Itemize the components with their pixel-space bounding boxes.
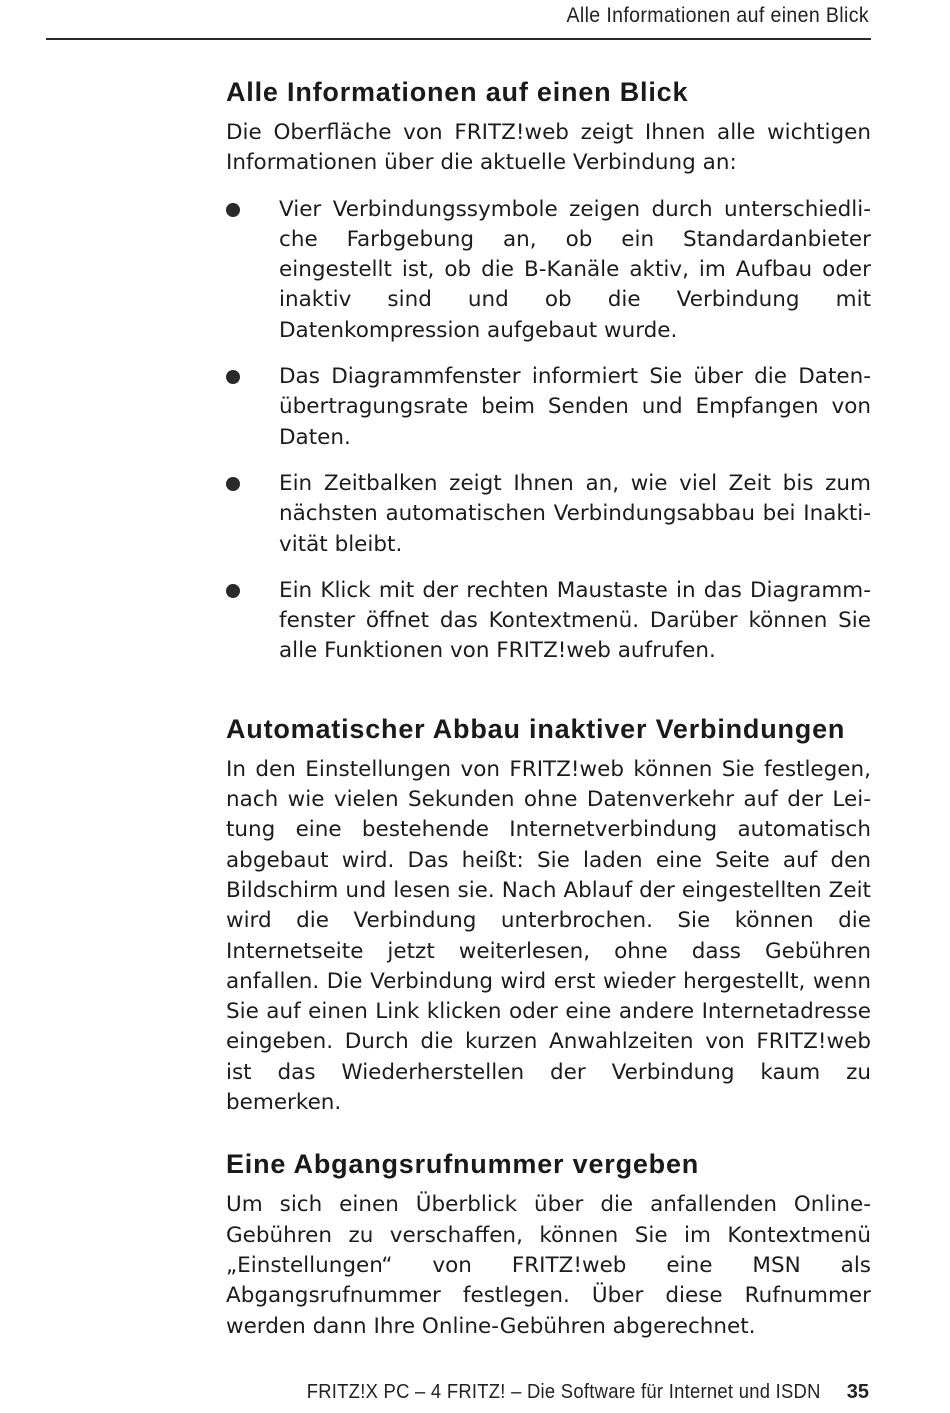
bullet-item-time-bar: [279, 469, 871, 560]
header-rule: [46, 38, 871, 40]
running-footer: [0, 1381, 869, 1404]
feature-bullet-list: [226, 195, 871, 667]
bullet-text: Ein Klick mit der rechten Maustaste in das Diagrammfenster öffnet das Kontextmenü. Darüber können Sie alle Funktionen von FRITZ!web aufrufen.: [279, 577, 871, 664]
bullet-item-connection-symbols: [279, 195, 871, 346]
section-spacer: [226, 683, 871, 711]
page-content: [226, 74, 871, 1342]
footer-book-title: FRITZ!X PC – 4 FRITZ! – Die Software für Internet und ISDN: [306, 1381, 821, 1403]
auto-disconnect-paragraph: In den Einstellungen von FRITZ!web können Sie festlegen, nach wie vielen Sekunden ohne Datenverkehr auf der Leitung eine bestehende Internetverbindung automatisch abgebaut wird. Das heißt: Sie laden eine Seite auf den Bildschirm und lesen sie. Nach Ablauf der eingestellten Zeit wird die Verbindung unterbrochen. Sie können die Internetseite jetzt weiterlesen, ohne dass Gebühren anfallen. Die Verbindung wird erst wieder hergestellt, wenn Sie auf einen Link klicken oder eine andere Internetadresse eingeben. Durch die kurzen Anwahlzeiten von FRITZ!web ist das Wiederherstellen der Verbindung kaum zu bemerken.: [226, 756, 871, 1116]
running-header: Alle Informationen auf einen Blick: [566, 4, 869, 27]
bullet-item-context-menu: [279, 576, 871, 667]
bullet-text: Vier Verbindungssymbole zeigen durch unterschiedliche Farbgebung an, ob ein Standardanbieter eingestellt ist, ob die B-Kanäle aktiv, im Aufbau oder inaktiv sind und ob die Verbindung mit Datenkompression aufgebaut wurde.: [279, 196, 871, 343]
bullet-dot-icon: [226, 203, 240, 217]
bullet-dot-icon: [226, 477, 240, 491]
bullet-dot-icon: [226, 370, 240, 384]
bullet-text: Das Diagrammfenster informiert Sie über die Datenübertragungsrate beim Senden und Empfangen von Daten.: [279, 364, 871, 450]
bullet-text: Ein Zeitbalken zeigt Ihnen an, wie viel Zeit bis zum nächsten automatischen Verbindungsabbau bei Inaktivität bleibt.: [279, 470, 871, 557]
section-heading-outgoing-number: Eine Abgangsrufnummer vergeben: [226, 1149, 700, 1180]
bullet-item-diagram-window: [279, 362, 871, 453]
outgoing-number-paragraph: Um sich einen Überblick über die anfallenden Online-Gebühren zu verschaffen, können Sie im Kontextmenü „Einstellungen“ von FRITZ!web eine MSN als Abgangsrufnummer festlegen. Über diese Rufnummer werden dann Ihre Online-Gebühren abgerechnet.: [226, 1192, 871, 1339]
section-heading-overview: Alle Informationen auf einen Blick: [226, 77, 689, 107]
page-number: 35: [846, 1381, 869, 1403]
bullet-dot-icon: [226, 584, 240, 598]
section-spacer: [226, 1118, 871, 1146]
section-heading-auto-disconnect: Automatischer Abbau inaktiver Verbindungen: [226, 713, 846, 744]
overview-intro-paragraph: Die Oberfläche von FRITZ!web zeigt Ihnen alle wichtigen Informationen über die aktuelle Verbindung an:: [226, 120, 871, 176]
